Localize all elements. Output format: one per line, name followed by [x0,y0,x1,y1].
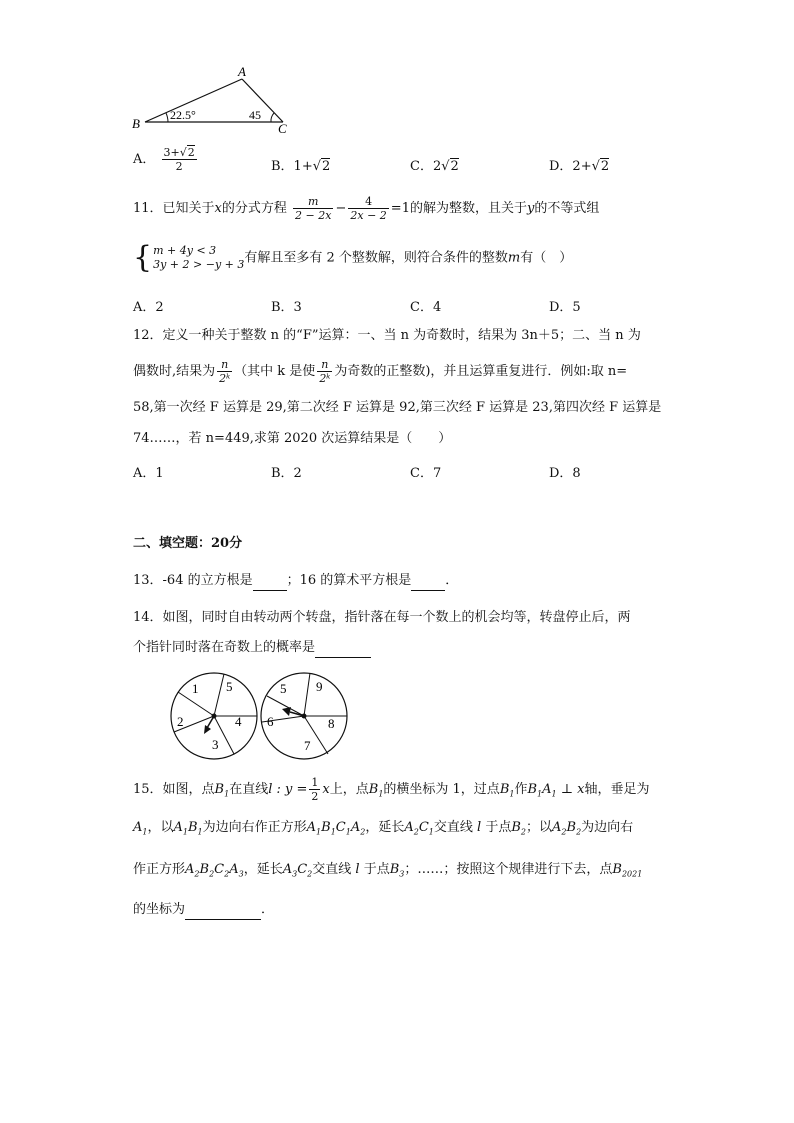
spinner-left-number-2: 2 [177,714,184,729]
vertex-a-label: A [238,64,246,79]
q10-option-a: A． $\frac{3+√2}{2}$ [133,146,195,173]
spinner-right-number-7: 7 [304,738,311,753]
q12-line3: 58,第一次经 F 运算是 29,第二次经 F 运算是 92,第三次经 F 运算是 23,第四次经 F 运算是 [133,400,662,415]
q12-line4: 74……，若 n=449,求第 2020 次运算结果是（ ） [133,431,452,446]
angle-c-label: 45 [249,108,261,122]
q13: 13．-64 的立方根是 ；16 的算术平方根是 ． [133,571,458,591]
q15-line3: 作正方形$A_2B_2C_2A_3$，延长$A_3C_2$交直线 l 于点$B_3$；……；按照这个规律进行下去，点$B_{2021}$ [133,862,643,879]
q14-blank[interactable] [315,657,371,658]
q11-line2: { m + 4y < 3 3y + 2 > −y + 3 有解且至多有 2 个整数解，则符合条件的整数m有（ ） [133,240,573,275]
q15-line2: $A_1$，以$A_1B_1$为边向右作正方形$A_1B_1C_1A_2$，延长$A_2C_1$交直线 l 于点$B_2$；以$A_2B_2$为边向右 [133,820,634,837]
angle-c-arc [271,113,274,122]
q11-fraction-2: $\frac{4}{2x - 2}$ [350,195,387,222]
q10-option-a-fraction: $\frac{3+√2}{2}$ [163,146,195,173]
q15-half-fraction: $\frac{1}{2}$ [311,776,319,803]
q12-option-c: C．7 [410,466,442,481]
q11-option-b: B．3 [271,300,302,315]
q12-line1: 12．定义一种关于整数 n 的“F”运算：一、当 n 为奇数时，结果为 3n＋5；二、当 n 为 [133,328,641,343]
angle-b-arc [166,113,168,122]
vertex-b-label: B [132,116,140,131]
spinner-right-number-5: 5 [280,681,287,696]
spinner-left-number-4: 4 [235,714,242,729]
spinners-figure [168,670,358,764]
q11-option-c: C．4 [410,300,442,315]
section-title: 二、填空题：20分 [133,536,243,551]
q12-option-d: D．8 [549,466,581,481]
q14-line2: 个指针同时落在奇数上的概率是 [133,638,371,658]
q12-line2: 偶数时,结果为 $\frac{n}{\text{2ᵏ}}$ （其中 k 是使 $\frac{n}{\text{2ᵏ}}$ 为奇数的正整数)，并且运算重复进行．例如:取 n= [133,358,628,385]
q11-fraction-1: $\frac{m}{2 - 2x}$ [295,195,332,222]
q11-option-a: A．2 [133,300,164,315]
spinner-left-number-5: 5 [226,679,233,694]
q12-fraction-2: $\frac{n}{\text{2ᵏ}}$ [319,358,331,385]
q11-line1: 11．已知关于x的分式方程 $\frac{m}{2 - 2x}$ − $\frac{4}{2x - 2}$ =1的解为整数，且关于y的不等式组 [133,195,600,222]
vertex-c-label: C [278,121,287,134]
q10-option-b: B．1+√2 [271,159,331,174]
q15-blank[interactable] [185,919,261,920]
q13-blank-2[interactable] [411,590,445,591]
q12-option-b: B．2 [271,466,302,481]
q13-blank-1[interactable] [253,590,287,591]
q12-fraction-1: $\frac{n}{\text{2ᵏ}}$ [219,358,231,385]
q15-line1: 15．如图，点$B_1$在直线l : y = $\frac{1}{2}$ x上，点$B_1$的横坐标为 1，过点$B_1$作$B_1A_1$ ⊥ x轴，垂足为 [133,776,650,803]
triangle-figure [128,64,298,134]
q11-inequality-system: m + 4y < 3 3y + 2 > −y + 3 [153,244,245,271]
spinner-right-number-9: 9 [316,679,323,694]
q12-option-a: A．1 [133,466,164,481]
q11-option-d: D．5 [549,300,581,315]
spinner-left [171,673,257,759]
spinner-right-number-6: 6 [267,714,274,729]
q14-line1: 14．如图，同时自由转动两个转盘，指针落在每一个数上的机会均等，转盘停止后，两 [133,610,631,625]
angle-b-label: 22.5° [170,108,196,122]
spinner-left-number-3: 3 [212,737,219,752]
q10-option-d: D．2+√2 [549,159,610,174]
spinner-left-number-1: 1 [192,681,199,696]
spinner-right [261,673,347,759]
spinner-right-number-8: 8 [328,716,335,731]
q11-system-brace: { [133,240,153,275]
q15-line4: 的坐标为 ． [133,900,274,920]
q10-option-c: C．2√2 [410,159,459,174]
